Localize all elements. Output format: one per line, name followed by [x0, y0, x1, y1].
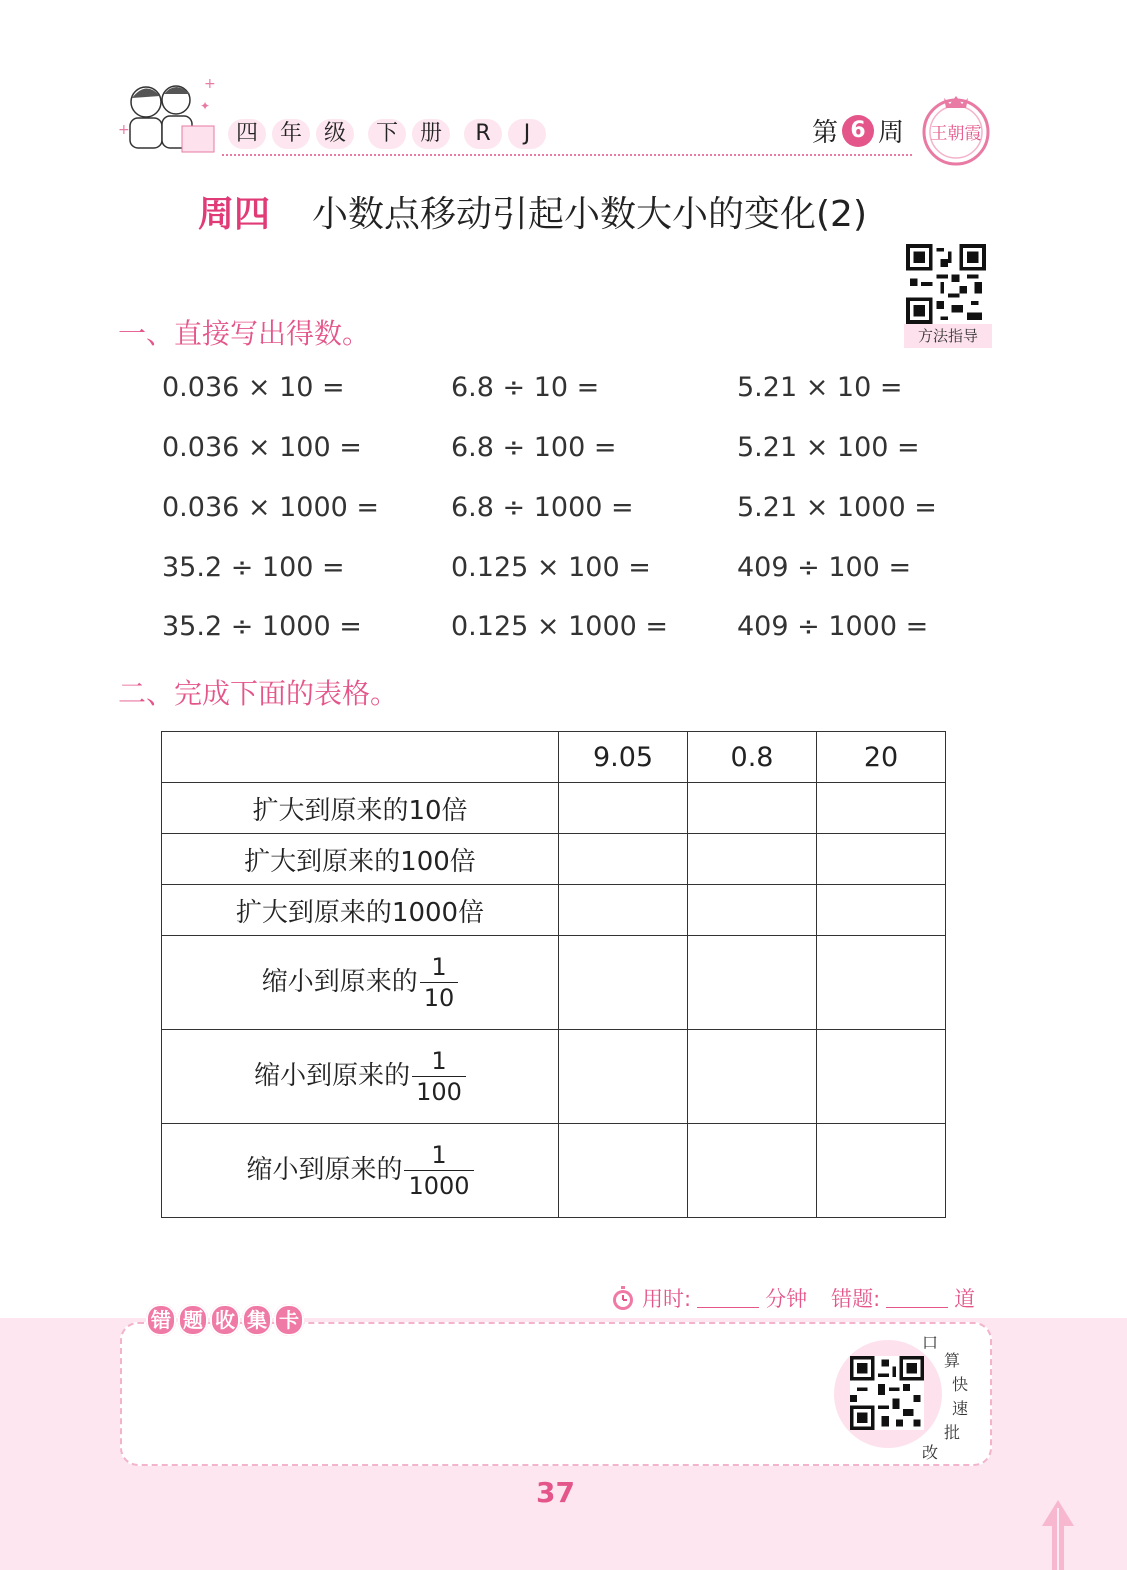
row-label-prefix: 缩小到原来的	[246, 1155, 403, 1185]
answer-cell[interactable]	[688, 885, 817, 936]
table-header-cell: 0.8	[688, 732, 817, 783]
fraction-numerator: 1	[431, 1141, 447, 1169]
grade-tag: R	[464, 119, 502, 149]
errors-unit: 道	[954, 1287, 976, 1311]
table-row	[162, 1124, 946, 1218]
answer-cell[interactable]	[817, 1124, 946, 1218]
page-title: 小数点移动引起小数大小的变化(2)	[312, 194, 867, 235]
answer-cell[interactable]	[559, 1124, 688, 1218]
week-prefix: 第	[812, 118, 839, 148]
grade-tag: 级	[316, 119, 354, 149]
fraction-numerator: 1	[431, 1047, 447, 1075]
problem: 6.8 ÷ 10 =	[451, 372, 600, 403]
qr-label: 方法指导	[904, 324, 992, 348]
side-char: 改	[922, 1443, 939, 1462]
row-label: 扩大到原来的1000倍	[162, 885, 559, 936]
header-divider	[222, 154, 912, 156]
problem: 0.036 × 100 =	[162, 432, 362, 463]
answer-cell[interactable]	[559, 783, 688, 834]
grade-tag: 册	[412, 119, 450, 149]
table-row	[162, 936, 946, 1030]
card-title	[146, 1304, 304, 1336]
problem: 6.8 ÷ 1000 =	[451, 492, 634, 523]
problem: 0.036 × 1000 =	[162, 492, 380, 523]
side-char: 批	[944, 1423, 961, 1442]
side-char: 口	[922, 1333, 939, 1352]
svg-text:✦: ✦	[200, 99, 211, 113]
errors-label: 错题:	[831, 1287, 881, 1311]
grade-tags	[228, 118, 546, 150]
row-label-prefix: 缩小到原来的	[261, 967, 418, 997]
answer-cell[interactable]	[559, 834, 688, 885]
answer-cell[interactable]	[688, 1124, 817, 1218]
problem: 5.21 × 10 =	[737, 372, 903, 403]
side-char: 算	[944, 1351, 961, 1370]
problem: 409 ÷ 1000 =	[737, 611, 929, 642]
fraction-numerator: 1	[431, 953, 447, 981]
problem: 35.2 ÷ 100 =	[162, 552, 345, 583]
title-day: 周四	[198, 194, 271, 235]
problem: 0.036 × 10 =	[162, 372, 345, 403]
table-row	[162, 783, 946, 834]
problem: 0.125 × 100 =	[451, 552, 651, 583]
errors-input[interactable]	[886, 1289, 948, 1308]
card-title-char: 错	[146, 1304, 176, 1336]
card-title-char: 收	[210, 1304, 240, 1336]
answer-cell[interactable]	[688, 936, 817, 1030]
arrow-up-icon	[1040, 1500, 1076, 1570]
card-title-char: 题	[178, 1304, 208, 1336]
section-1-heading: 一、直接写出得数。	[118, 317, 371, 350]
fraction	[412, 1046, 466, 1107]
answer-cell[interactable]	[559, 885, 688, 936]
table-row	[162, 834, 946, 885]
answer-cell[interactable]	[817, 885, 946, 936]
grade-tag: 四	[228, 119, 266, 149]
qr-code-icon[interactable]	[906, 244, 986, 324]
answer-cell[interactable]	[817, 783, 946, 834]
row-label	[162, 1124, 559, 1218]
grade-tag: J	[508, 119, 546, 149]
author-seal-icon	[918, 92, 994, 168]
answer-cell[interactable]	[688, 834, 817, 885]
stopwatch-icon	[610, 1285, 636, 1311]
card-title-char: 集	[242, 1304, 272, 1336]
answer-cell[interactable]	[559, 936, 688, 1030]
svg-text:+: +	[118, 122, 130, 138]
problem: 5.21 × 1000 =	[737, 492, 937, 523]
row-label	[162, 936, 559, 1030]
time-record	[610, 1283, 975, 1313]
svg-text:王朝霞: 王朝霞	[930, 124, 982, 144]
grade-tag: 下	[368, 119, 406, 149]
answer-table	[161, 731, 946, 1218]
fraction-denominator: 10	[420, 982, 459, 1013]
side-char: 快	[952, 1375, 969, 1394]
problem: 5.21 × 100 =	[737, 432, 920, 463]
week-suffix: 周	[878, 118, 905, 148]
fraction-denominator: 100	[412, 1076, 466, 1107]
table-header-cell	[162, 732, 559, 783]
row-label: 扩大到原来的10倍	[162, 783, 559, 834]
problem: 35.2 ÷ 1000 =	[162, 611, 362, 642]
row-label: 扩大到原来的100倍	[162, 834, 559, 885]
card-title-char: 卡	[274, 1304, 304, 1336]
side-char: 速	[952, 1399, 969, 1418]
answer-cell[interactable]	[688, 1030, 817, 1124]
problem: 6.8 ÷ 100 =	[451, 432, 617, 463]
answer-cell[interactable]	[817, 834, 946, 885]
time-label: 用时:	[642, 1287, 692, 1311]
kids-illustration-icon	[112, 72, 222, 160]
week-indicator	[812, 112, 904, 149]
answer-cell[interactable]	[817, 1030, 946, 1124]
table-row	[162, 885, 946, 936]
table-header-cell: 9.05	[559, 732, 688, 783]
problem: 409 ÷ 100 =	[737, 552, 912, 583]
row-label	[162, 1030, 559, 1124]
answer-cell[interactable]	[817, 936, 946, 1030]
time-unit: 分钟	[765, 1287, 808, 1311]
fraction-denominator: 1000	[404, 1170, 473, 1201]
page-number: 37	[536, 1476, 575, 1509]
row-label-prefix: 缩小到原来的	[254, 1061, 411, 1091]
table-header-row	[162, 732, 946, 783]
quick-grading-label	[920, 1330, 970, 1460]
problem: 0.125 × 1000 =	[451, 611, 669, 642]
time-input[interactable]	[697, 1289, 759, 1308]
answer-cell[interactable]	[688, 783, 817, 834]
grade-tag: 年	[272, 119, 310, 149]
week-number-badge: 6	[842, 115, 874, 147]
svg-text:+: +	[204, 76, 216, 92]
fraction	[404, 1140, 473, 1201]
table-header-cell: 20	[817, 732, 946, 783]
section-2-heading: 二、完成下面的表格。	[118, 677, 399, 710]
qr-code-icon[interactable]	[850, 1356, 924, 1430]
answer-cell[interactable]	[559, 1030, 688, 1124]
fraction	[420, 952, 459, 1013]
table-row	[162, 1030, 946, 1124]
